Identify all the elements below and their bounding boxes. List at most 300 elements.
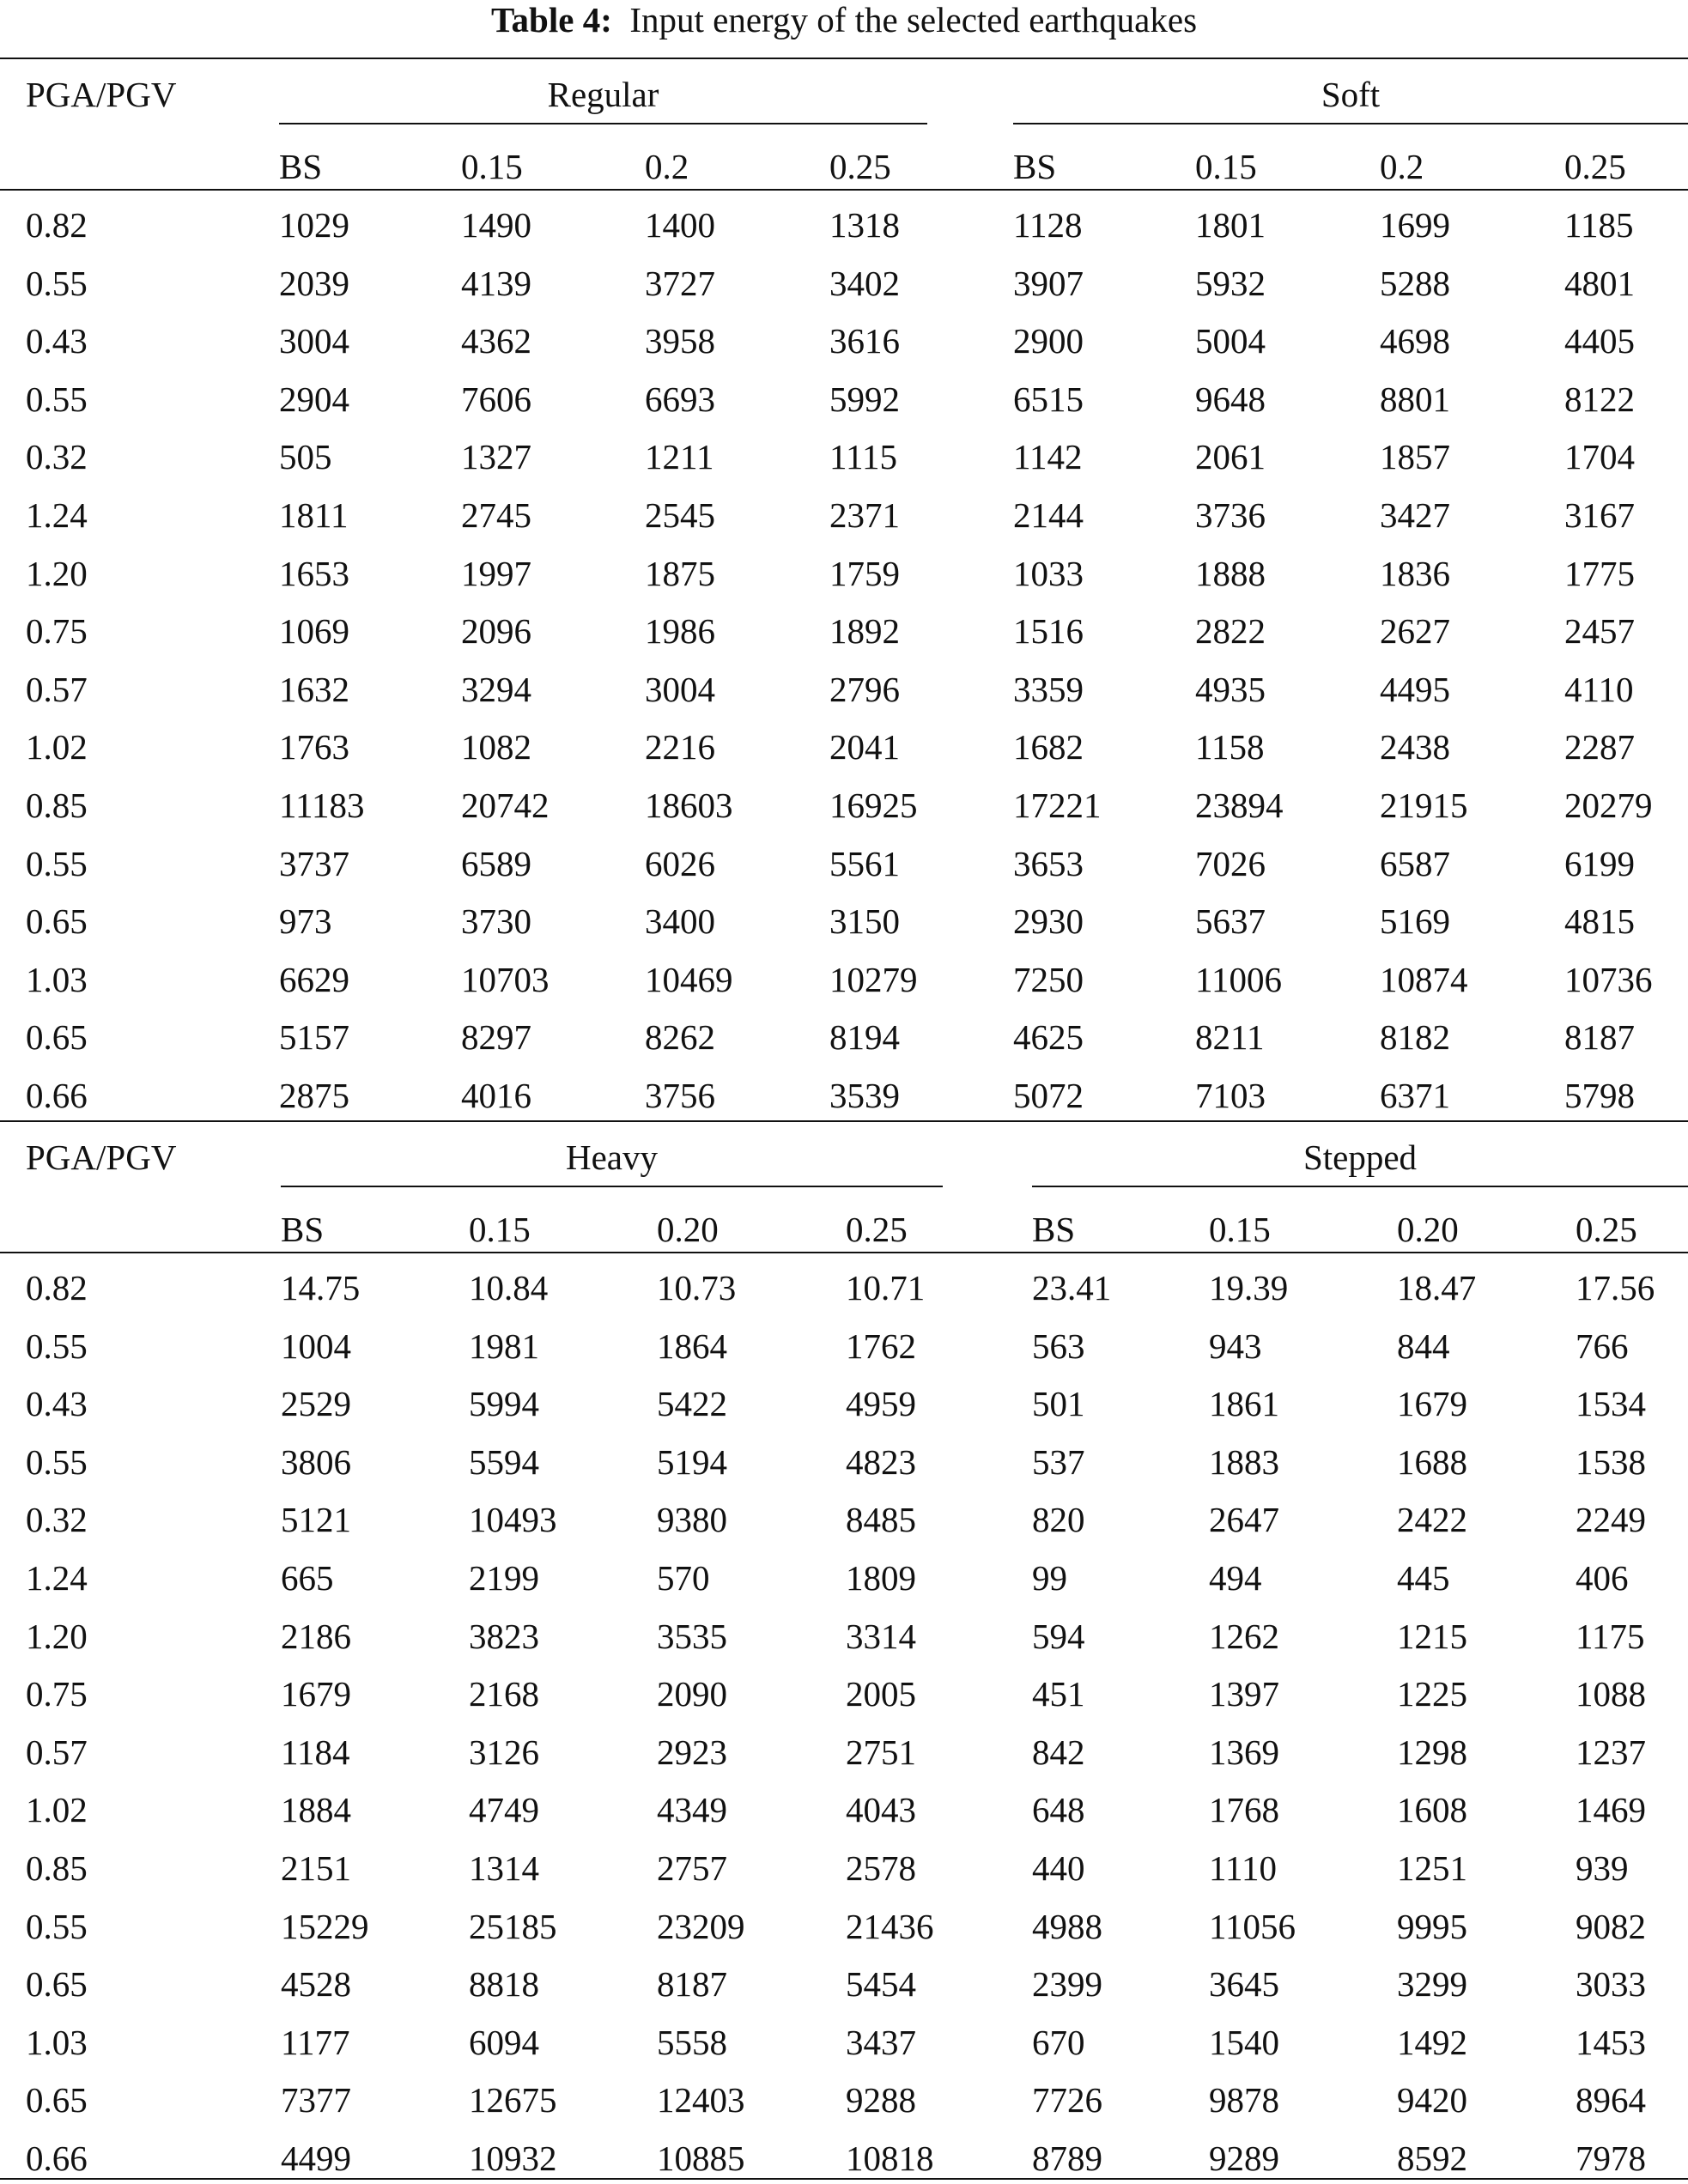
table-cell: 14.75 <box>281 1268 361 1307</box>
table-cell: 1679 <box>1397 1384 1467 1424</box>
row-label-cell: 0.65 <box>26 2080 88 2120</box>
row-label-cell: 0.65 <box>26 1964 88 2005</box>
row-label-cell: 1.20 <box>26 553 88 593</box>
table-cell: 8485 <box>846 1500 916 1540</box>
table-cell: 2545 <box>645 495 715 535</box>
table-cell: 570 <box>657 1558 710 1598</box>
table-cell: 1516 <box>1013 611 1084 652</box>
table-cell: 10.71 <box>846 1268 926 1307</box>
table-cell: 1883 <box>1209 1441 1279 1482</box>
row-label-cell: 0.55 <box>26 1906 88 1946</box>
table-cell: 5558 <box>657 2022 727 2062</box>
table-cell: 2041 <box>829 727 900 767</box>
group-underline <box>1032 1186 1688 1187</box>
table-cell: 844 <box>1397 1326 1450 1366</box>
table-cell: 4016 <box>461 1076 531 1115</box>
table-cell: 5194 <box>657 1441 727 1482</box>
table-cell: 1857 <box>1380 437 1450 477</box>
table-cell: 8187 <box>657 1964 727 2005</box>
table-cell: 10818 <box>846 2138 934 2178</box>
table-cell: 5169 <box>1380 901 1450 942</box>
table-cell: 8187 <box>1564 1017 1635 1058</box>
table-cell: 842 <box>1032 1732 1085 1772</box>
table-cell: 766 <box>1576 1326 1629 1366</box>
table-cell: 10932 <box>469 2138 557 2178</box>
table-cell: 6515 <box>1013 379 1084 419</box>
table-cell: 2144 <box>1013 495 1084 535</box>
table-cell: 2399 <box>1032 1964 1102 2005</box>
table-cell: 10493 <box>469 1500 557 1540</box>
column-header: 0.2 <box>645 147 689 186</box>
table-cell: 1864 <box>657 1326 727 1366</box>
table-cell: 7606 <box>461 379 531 419</box>
table-cell: 4362 <box>461 321 531 361</box>
table-cell: 5157 <box>279 1017 349 1058</box>
table-cell: 2168 <box>469 1674 539 1714</box>
table-cell: 2578 <box>846 1848 916 1888</box>
table-cell: 4349 <box>657 1790 727 1830</box>
table-cell: 1861 <box>1209 1384 1279 1424</box>
table-cell: 1397 <box>1209 1674 1279 1714</box>
row-label-cell: 0.66 <box>26 2138 88 2178</box>
group-underline <box>279 123 927 124</box>
table-cell: 3616 <box>829 321 900 361</box>
table-cell: 4988 <box>1032 1906 1102 1946</box>
table-cell: 2904 <box>279 379 349 419</box>
table-cell: 2757 <box>657 1848 727 1888</box>
table-cell: 2875 <box>279 1076 349 1115</box>
table-cell: 1469 <box>1576 1790 1646 1830</box>
table-cell: 99 <box>1032 1558 1067 1598</box>
table-cell: 973 <box>279 901 332 942</box>
group-underline <box>1013 123 1688 124</box>
table-cell: 1809 <box>846 1558 916 1598</box>
table-cell: 21915 <box>1380 786 1468 825</box>
table-cell: 3736 <box>1195 495 1266 535</box>
table-caption-label: Table 4: <box>490 0 612 39</box>
table-cell: 8194 <box>829 1017 900 1058</box>
table-cell: 1327 <box>461 437 531 477</box>
table-cell: 3539 <box>829 1076 900 1115</box>
table-cell: 8592 <box>1397 2138 1467 2178</box>
table-cell: 1029 <box>279 205 349 245</box>
table-cell: 7103 <box>1195 1076 1266 1115</box>
table-cell: 5004 <box>1195 321 1266 361</box>
row-label-cell: 0.55 <box>26 1326 88 1366</box>
table-cell: 23894 <box>1195 786 1284 825</box>
row-label-cell: 0.32 <box>26 437 88 477</box>
table-cell: 19.39 <box>1209 1268 1289 1307</box>
column-header: 0.15 <box>1195 147 1257 186</box>
table-cell: 1653 <box>279 553 349 593</box>
table-cell: 15229 <box>281 1906 369 1946</box>
table-cell: 2923 <box>657 1732 727 1772</box>
table-cell: 2751 <box>846 1732 916 1772</box>
row-label-cell: 0.32 <box>26 1500 88 1540</box>
table-cell: 1997 <box>461 553 531 593</box>
row-label-cell: 0.55 <box>26 263 88 303</box>
row-label-cell: 0.85 <box>26 1848 88 1888</box>
table-cell: 1759 <box>829 553 900 593</box>
table-cell: 4801 <box>1564 263 1635 303</box>
table-cell: 3402 <box>829 263 900 303</box>
table-top-rule <box>0 1120 1688 1122</box>
column-header: 0.20 <box>1397 1210 1459 1249</box>
table-cell: 3730 <box>461 901 531 942</box>
table-cell: 1215 <box>1397 1616 1467 1656</box>
table-cell: 451 <box>1032 1674 1085 1714</box>
table-cell: 2457 <box>1564 611 1635 652</box>
table-cell: 1262 <box>1209 1616 1279 1656</box>
column-header: BS <box>279 147 323 186</box>
group-title-regular: Regular <box>547 75 659 114</box>
table-cell: 25185 <box>469 1906 557 1946</box>
table-cell: 8818 <box>469 1964 539 2005</box>
table-cell: 17221 <box>1013 786 1102 825</box>
table-cell: 2796 <box>829 669 900 709</box>
table-cell: 6693 <box>645 379 715 419</box>
table-cell: 1490 <box>461 205 531 245</box>
table-cell: 2096 <box>461 611 531 652</box>
table-cell: 3806 <box>281 1441 351 1482</box>
table-cell: 4499 <box>281 2138 351 2178</box>
table-cell: 2249 <box>1576 1500 1646 1540</box>
table-cell: 2930 <box>1013 901 1084 942</box>
table-cell: 5422 <box>657 1384 727 1424</box>
table-cell: 1318 <box>829 205 900 245</box>
table-cell: 1251 <box>1397 1848 1467 1888</box>
column-header: 0.15 <box>461 147 523 186</box>
row-label-cell: 1.24 <box>26 1558 88 1598</box>
header-bottom-rule <box>0 189 1688 191</box>
table-cell: 594 <box>1032 1616 1085 1656</box>
table-cell: 670 <box>1032 2022 1085 2062</box>
table-cell: 3958 <box>645 321 715 361</box>
table-cell: 1369 <box>1209 1732 1279 1772</box>
row-label-cell: 1.02 <box>26 727 88 767</box>
table-cell: 3645 <box>1209 1964 1279 2005</box>
table-cell: 8182 <box>1380 1017 1450 1058</box>
table-cell: 4959 <box>846 1384 916 1424</box>
table-cell: 3167 <box>1564 495 1635 535</box>
table-cell: 1177 <box>281 2022 350 2062</box>
table-cell: 10736 <box>1564 959 1653 999</box>
table-cell: 4139 <box>461 263 531 303</box>
table-cell: 1142 <box>1013 437 1083 477</box>
table-cell: 2422 <box>1397 1500 1467 1540</box>
table-cell: 7978 <box>1576 2138 1646 2178</box>
table-cell: 16925 <box>829 786 918 825</box>
table-cell: 943 <box>1209 1326 1262 1366</box>
table-cell: 3437 <box>846 2022 916 2062</box>
table-cell: 6026 <box>645 843 715 883</box>
table-cell: 4935 <box>1195 669 1266 709</box>
table-bottom-rule <box>0 2178 1688 2180</box>
row-label-cell: 0.65 <box>26 901 88 942</box>
table-cell: 4495 <box>1380 669 1450 709</box>
table-cell: 8297 <box>461 1017 531 1058</box>
table-cell: 2039 <box>279 263 349 303</box>
table-cell: 406 <box>1576 1558 1629 1598</box>
table-top-rule <box>0 58 1688 59</box>
table-cell: 3126 <box>469 1732 539 1772</box>
table-cell: 3359 <box>1013 669 1084 709</box>
table-cell: 1128 <box>1013 205 1083 245</box>
table-cell: 6589 <box>461 843 531 883</box>
table-cell: 2900 <box>1013 321 1084 361</box>
table-cell: 3400 <box>645 901 715 942</box>
table-cell: 23.41 <box>1032 1268 1112 1307</box>
table-cell: 9289 <box>1209 2138 1279 2178</box>
table-cell: 4625 <box>1013 1017 1084 1058</box>
table-cell: 1608 <box>1397 1790 1467 1830</box>
table-cell: 1069 <box>279 611 349 652</box>
table-cell: 1762 <box>846 1326 916 1366</box>
table-cell: 6629 <box>279 959 349 999</box>
table-cell: 1768 <box>1209 1790 1279 1830</box>
table-cell: 7250 <box>1013 959 1084 999</box>
table-cell: 10279 <box>829 959 918 999</box>
table-cell: 9648 <box>1195 379 1266 419</box>
table-cell: 1892 <box>829 611 900 652</box>
row-header-label: PGA/PGV <box>26 75 177 114</box>
table-cell: 10703 <box>461 959 550 999</box>
row-header-label: PGA/PGV <box>26 1138 177 1177</box>
table-cell: 2287 <box>1564 727 1635 767</box>
table-cell: 21436 <box>846 1906 934 1946</box>
column-header: 0.2 <box>1380 147 1424 186</box>
table-cell: 2627 <box>1380 611 1450 652</box>
column-header: 0.25 <box>1576 1210 1637 1249</box>
table-cell: 1314 <box>469 1848 539 1888</box>
table-cell: 6199 <box>1564 843 1635 883</box>
row-label-cell: 0.43 <box>26 321 88 361</box>
table-cell: 10.84 <box>469 1268 549 1307</box>
row-label-cell: 0.55 <box>26 843 88 883</box>
table-cell: 2199 <box>469 1558 539 1598</box>
table-cell: 1225 <box>1397 1674 1467 1714</box>
table-cell: 2438 <box>1380 727 1450 767</box>
table-cell: 11056 <box>1209 1906 1296 1946</box>
table-cell: 6587 <box>1380 843 1450 883</box>
table-cell: 5072 <box>1013 1076 1084 1115</box>
table-cell: 18603 <box>645 786 733 825</box>
table-cell: 1175 <box>1576 1616 1645 1656</box>
table-cell: 4405 <box>1564 321 1635 361</box>
table-cell: 9995 <box>1397 1906 1467 1946</box>
table-cell: 20742 <box>461 786 550 825</box>
table-cell: 1981 <box>469 1326 539 1366</box>
column-header: BS <box>1032 1210 1076 1249</box>
table-cell: 1082 <box>461 727 531 767</box>
group-title-soft: Soft <box>1321 75 1381 114</box>
table-cell: 3004 <box>645 669 715 709</box>
table-cell: 4043 <box>846 1790 916 1830</box>
column-header: 0.25 <box>829 147 891 186</box>
table-cell: 1088 <box>1576 1674 1646 1714</box>
table-cell: 1875 <box>645 553 715 593</box>
table-cell: 1688 <box>1397 1441 1467 1482</box>
table-cell: 445 <box>1397 1558 1450 1598</box>
table-cell: 2745 <box>461 495 531 535</box>
column-header: BS <box>281 1210 325 1249</box>
table-cell: 1033 <box>1013 553 1084 593</box>
table-cell: 1632 <box>279 669 349 709</box>
table-cell: 537 <box>1032 1441 1085 1482</box>
table-cell: 8211 <box>1195 1017 1265 1058</box>
table-cell: 5561 <box>829 843 900 883</box>
table-cell: 648 <box>1032 1790 1085 1830</box>
table-cell: 10885 <box>657 2138 745 2178</box>
header-bottom-rule <box>0 1252 1688 1253</box>
table-cell: 10874 <box>1380 959 1468 999</box>
table-cell: 2151 <box>281 1848 351 1888</box>
table-caption-text: Input energy of the selected earthquakes <box>629 0 1198 39</box>
table-cell: 1836 <box>1380 553 1450 593</box>
table-cell: 6371 <box>1380 1076 1450 1115</box>
row-label-cell: 1.02 <box>26 1790 88 1830</box>
table-cell: 5454 <box>846 1964 916 2005</box>
table-cell: 1004 <box>281 1326 351 1366</box>
table-cell: 5594 <box>469 1441 539 1482</box>
table-cell: 4528 <box>281 1964 351 2005</box>
table-cell: 10.73 <box>657 1268 737 1307</box>
table-cell: 9082 <box>1576 1906 1646 1946</box>
table-cell: 505 <box>279 437 332 477</box>
table-cell: 2822 <box>1195 611 1266 652</box>
column-header: BS <box>1013 147 1057 186</box>
table-cell: 1158 <box>1195 727 1265 767</box>
group-title-stepped: Stepped <box>1302 1138 1418 1177</box>
table-cell: 9420 <box>1397 2080 1467 2120</box>
table-cell: 939 <box>1576 1848 1629 1888</box>
table-cell: 1492 <box>1397 2022 1467 2062</box>
table-cell: 4110 <box>1564 669 1634 709</box>
table-cell: 4823 <box>846 1441 916 1482</box>
column-header: 0.25 <box>1564 147 1626 186</box>
table-cell: 1110 <box>1209 1848 1277 1888</box>
table-cell: 8801 <box>1380 379 1450 419</box>
table-cell: 1811 <box>279 495 349 535</box>
table-cell: 1540 <box>1209 2022 1279 2062</box>
row-label-cell: 0.75 <box>26 1674 88 1714</box>
row-label-cell: 1.03 <box>26 2022 88 2062</box>
table-cell: 12403 <box>657 2080 745 2120</box>
table-cell: 10469 <box>645 959 733 999</box>
table-cell: 5288 <box>1380 263 1450 303</box>
table-cell: 3756 <box>645 1076 715 1115</box>
table-cell: 7726 <box>1032 2080 1102 2120</box>
table-cell: 9380 <box>657 1500 727 1540</box>
table-cell: 5637 <box>1195 901 1266 942</box>
table-cell: 665 <box>281 1558 334 1598</box>
table-cell: 3823 <box>469 1616 539 1656</box>
row-label-cell: 0.82 <box>26 205 88 245</box>
table-cell: 3004 <box>279 321 349 361</box>
table-cell: 1534 <box>1576 1384 1646 1424</box>
table-cell: 2090 <box>657 1674 727 1714</box>
table-cell: 5798 <box>1564 1076 1635 1115</box>
row-label-cell: 0.65 <box>26 1017 88 1058</box>
table-cell: 2216 <box>645 727 715 767</box>
table-cell: 8262 <box>645 1017 715 1058</box>
row-label-cell: 1.20 <box>26 1616 88 1656</box>
table-cell: 3653 <box>1013 843 1084 883</box>
row-label-cell: 0.85 <box>26 786 88 825</box>
table-cell: 6094 <box>469 2022 539 2062</box>
table-cell: 1699 <box>1380 205 1450 245</box>
table-cell: 2529 <box>281 1384 351 1424</box>
table-caption <box>0 2 1688 38</box>
table-cell: 7026 <box>1195 843 1266 883</box>
table-cell: 4698 <box>1380 321 1450 361</box>
table-cell: 20279 <box>1564 786 1653 825</box>
table-cell: 1453 <box>1576 2022 1646 2062</box>
table-cell: 17.56 <box>1576 1268 1655 1307</box>
column-header: 0.25 <box>846 1210 908 1249</box>
table-cell: 1298 <box>1397 1732 1467 1772</box>
table-cell: 11183 <box>279 786 365 825</box>
row-label-cell: 0.43 <box>26 1384 88 1424</box>
column-header: 0.15 <box>469 1210 531 1249</box>
table-cell: 1679 <box>281 1674 351 1714</box>
table-cell: 1763 <box>279 727 349 767</box>
table-cell: 8964 <box>1576 2080 1646 2120</box>
table-cell: 494 <box>1209 1558 1262 1598</box>
table-cell: 3294 <box>461 669 531 709</box>
table-cell: 3535 <box>657 1616 727 1656</box>
table-cell: 3314 <box>846 1616 916 1656</box>
table-cell: 1211 <box>645 437 714 477</box>
table-cell: 1801 <box>1195 205 1266 245</box>
table-cell: 5932 <box>1195 263 1266 303</box>
table-cell: 3299 <box>1397 1964 1467 2005</box>
group-title-heavy: Heavy <box>565 1138 658 1177</box>
table-cell: 9288 <box>846 2080 916 2120</box>
table-cell: 1682 <box>1013 727 1084 767</box>
table-cell: 8122 <box>1564 379 1635 419</box>
row-label-cell: 0.66 <box>26 1076 88 1115</box>
table-cell: 2061 <box>1195 437 1266 477</box>
row-label-cell: 1.24 <box>26 495 88 535</box>
column-header: 0.15 <box>1209 1210 1271 1249</box>
row-label-cell: 0.55 <box>26 379 88 419</box>
table-cell: 2005 <box>846 1674 916 1714</box>
table-cell: 5994 <box>469 1384 539 1424</box>
table-cell: 4749 <box>469 1790 539 1830</box>
table-cell: 3427 <box>1380 495 1450 535</box>
table-cell: 2647 <box>1209 1500 1279 1540</box>
table-cell: 4815 <box>1564 901 1635 942</box>
table-cell: 1400 <box>645 205 715 245</box>
table-cell: 3737 <box>279 843 349 883</box>
table-cell: 3727 <box>645 263 715 303</box>
row-label-cell: 0.57 <box>26 669 88 709</box>
table-cell: 3150 <box>829 901 900 942</box>
table-cell: 18.47 <box>1397 1268 1477 1307</box>
table-cell: 1884 <box>281 1790 351 1830</box>
row-label-cell: 1.03 <box>26 959 88 999</box>
table-cell: 11006 <box>1195 959 1282 999</box>
table-cell: 1184 <box>281 1732 350 1772</box>
table-cell: 501 <box>1032 1384 1085 1424</box>
table-cell: 1185 <box>1564 205 1634 245</box>
table-cell: 563 <box>1032 1326 1085 1366</box>
group-underline <box>281 1186 943 1187</box>
row-label-cell: 0.82 <box>26 1268 88 1307</box>
table-cell: 3907 <box>1013 263 1084 303</box>
row-label-cell: 0.55 <box>26 1441 88 1482</box>
